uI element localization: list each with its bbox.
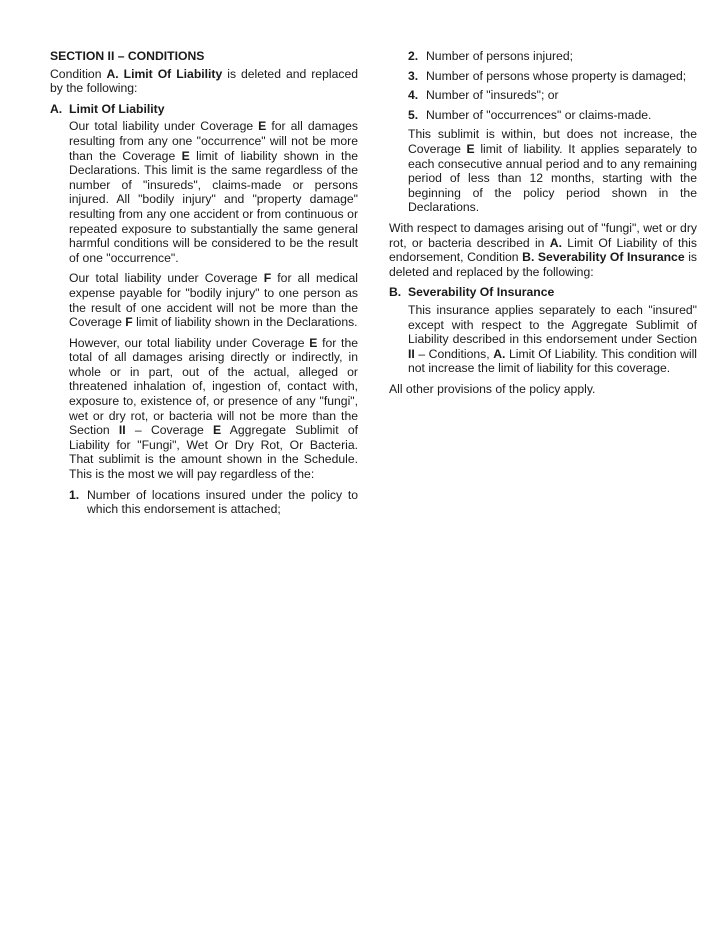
text: for all damages resulting from any one "occurrence" will not be more than the Coverage bbox=[69, 119, 358, 163]
bold-text: E bbox=[181, 148, 190, 163]
text: Limit Of Liability. This condition will not increase the limit of liability for this coverage. bbox=[408, 346, 697, 376]
text: limit of liability shown in the Declarations. This limit is the same regardless of the number of "insureds", claims-made or persons injured. All "bodily injury" and "property damage" resulting from any one accident or from continuous or repeated exposure to substantially the same general harmful conditions will be considered to be the result of one "occurrence". bbox=[69, 148, 358, 265]
intro-bold: A. Limit Of Liability bbox=[106, 66, 223, 81]
list-item-number: 4. bbox=[408, 88, 419, 103]
text: Our total liability under Coverage bbox=[69, 271, 264, 286]
bold-text: A. bbox=[549, 235, 562, 250]
intro-paragraph bbox=[50, 67, 358, 96]
subsection-a-body bbox=[69, 119, 358, 516]
subsection-b-title: Severability Of Insurance bbox=[408, 285, 555, 300]
bold-text: F bbox=[263, 271, 272, 286]
text: Aggregate Sublimit of Liability for "Fungi", Wet Or Dry Rot, Or Bacteria. That sublimit is the amount shown in the Schedule. This is the most we will pay regardless of the: bbox=[69, 423, 358, 482]
list-item-text: Number of "occurrences" or claims-made. bbox=[426, 107, 652, 122]
list-item-text: Number of persons whose property is damaged; bbox=[426, 68, 687, 83]
list-item bbox=[408, 49, 697, 64]
text: limit of liability shown in the Declarations. bbox=[132, 315, 358, 330]
list-item-number: 3. bbox=[408, 68, 419, 83]
paragraph-fungi-limit bbox=[69, 336, 358, 482]
subsection-b-body bbox=[408, 303, 697, 376]
section-title: SECTION II – CONDITIONS bbox=[50, 49, 205, 63]
bold-text: E bbox=[309, 335, 318, 350]
list-item-text: Number of "insureds"; or bbox=[426, 88, 559, 103]
text: Limit Of Liability of this endorsement, Condition bbox=[389, 235, 697, 265]
bold-text: A. bbox=[493, 346, 506, 361]
paragraph-severability bbox=[408, 303, 697, 376]
text: is deleted and replaced by the following: bbox=[389, 250, 697, 279]
right-column bbox=[389, 49, 697, 396]
paragraph-coverage-e bbox=[69, 119, 358, 265]
list-item-number: 1. bbox=[69, 487, 80, 502]
list-item bbox=[69, 488, 358, 517]
text: for the total of all damages arising directly or indirectly, in whole or in part, out of the actual, alleged or threatened inhalation of, ingestion of, contact with, exposure to, existence of, or presence of any "fungi", wet or dry rot, or bacteria will not be more than the Section bbox=[69, 335, 358, 438]
text: With respect to damages arising out of "fungi", wet or dry rot, or bacteria described in bbox=[389, 220, 697, 250]
list-item bbox=[408, 108, 697, 123]
left-column bbox=[50, 49, 358, 522]
paragraph-transition bbox=[389, 221, 697, 279]
list-item bbox=[408, 88, 697, 103]
text: – Coverage bbox=[125, 423, 214, 438]
bold-text: F bbox=[125, 315, 133, 330]
bold-text: E bbox=[258, 119, 267, 134]
text: This insurance applies separately to each "insured" except with respect to the Aggregate Sublimit of Liability described in this endorsement under Section bbox=[408, 302, 697, 347]
list-item bbox=[408, 69, 697, 84]
intro-text: is deleted and replaced by the following: bbox=[50, 66, 359, 96]
subsection-b-label: B. bbox=[389, 285, 402, 300]
text: – Conditions, bbox=[414, 346, 494, 361]
bold-text: E bbox=[213, 423, 222, 438]
paragraph-coverage-f bbox=[69, 271, 358, 329]
list-item-number: 5. bbox=[408, 107, 419, 122]
paragraph-sublimit bbox=[408, 127, 697, 215]
subsection-b-heading bbox=[389, 285, 697, 300]
intro-text: Condition bbox=[50, 66, 107, 81]
text: However, our total liability under Coverage bbox=[69, 335, 310, 350]
closing-paragraph: All other provisions of the policy apply. bbox=[389, 381, 596, 396]
text: limit of liability. It applies separately to each consecutive annual period and to any remaining period of less than 12 months, starting with the beginning of the policy period shown in the Declarations. bbox=[408, 141, 697, 215]
text: This sublimit is within, but does not increase, the Coverage bbox=[408, 127, 697, 156]
list-item-text: Number of locations insured under the policy to which this endorsement is attached; bbox=[87, 487, 358, 517]
bold-text: E bbox=[466, 141, 475, 156]
list-item-number: 2. bbox=[408, 49, 419, 63]
subsection-a-label: A. bbox=[50, 101, 63, 116]
bold-text: II bbox=[118, 423, 126, 438]
subsection-a-title: Limit Of Liability bbox=[69, 101, 165, 116]
bold-text: B. Severability Of Insurance bbox=[522, 250, 685, 265]
text: Our total liability under Coverage bbox=[69, 119, 259, 134]
text: for all medical expense payable for "bodily injury" to one person as the result of one accident will not be more than the Coverage bbox=[69, 271, 358, 330]
subsection-a-heading bbox=[50, 102, 358, 117]
subsection-a-body-continued bbox=[408, 49, 697, 215]
bold-text: II bbox=[408, 346, 415, 361]
list-item-text: Number of persons injured; bbox=[426, 49, 573, 63]
